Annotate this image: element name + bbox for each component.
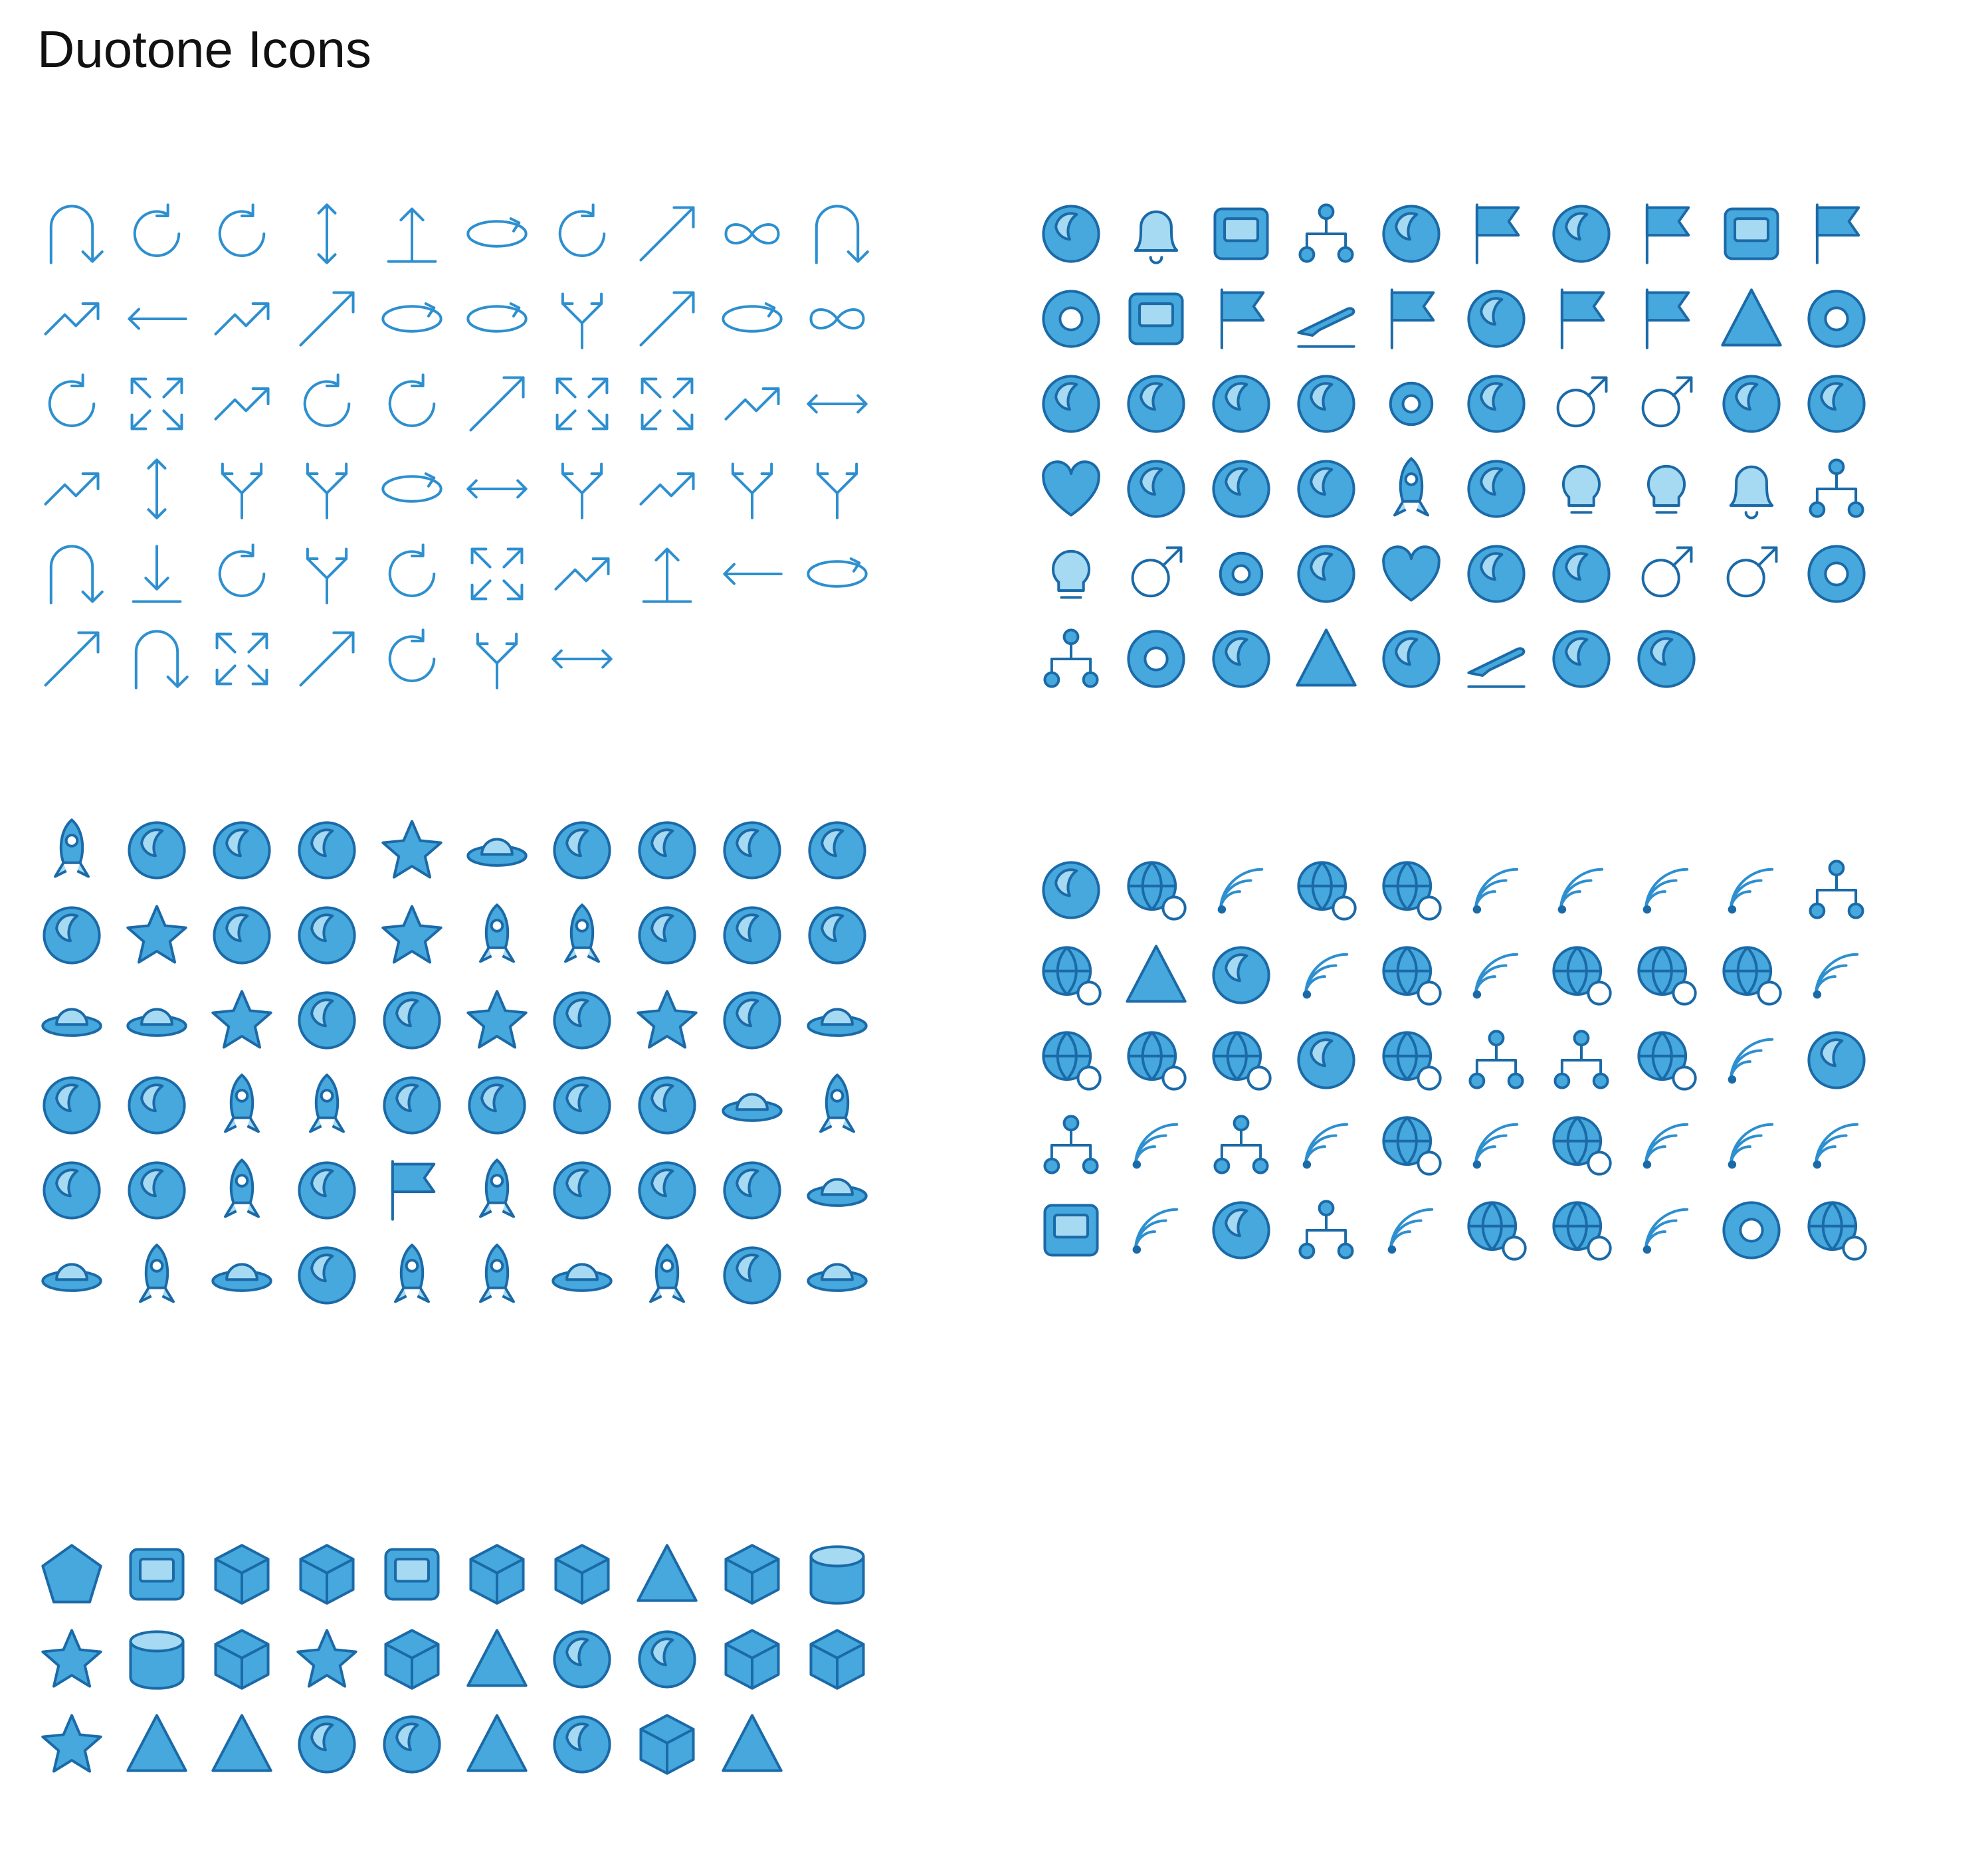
- ellipse-dash-arrow-icon: [377, 454, 447, 523]
- female-symbol-icon: [1122, 539, 1191, 608]
- wifi-warning-icon: [1462, 1111, 1531, 1180]
- rss-icon: [1122, 284, 1191, 353]
- wifi-shield-icon: [1802, 941, 1871, 1010]
- loop-right-icon: [207, 539, 276, 608]
- idea-icon: [1037, 539, 1106, 608]
- astronaut-suit-icon: [377, 1071, 447, 1140]
- planet-moon-icon: [122, 986, 191, 1055]
- monitor-wifi-icon: [1462, 856, 1531, 925]
- death-star-round-icon: [377, 901, 447, 970]
- signature-icon: [1207, 454, 1276, 523]
- starship-icon: [122, 901, 191, 970]
- network-folder-icon: [1802, 856, 1871, 925]
- tie-fighter-icon: [633, 816, 702, 885]
- orbit-cross-icon: [462, 284, 532, 353]
- cone-shapes-icon: [462, 1710, 532, 1779]
- globe-folder-icon: [1462, 1196, 1531, 1265]
- heart-pulse-icon: [1377, 539, 1446, 608]
- handheld-console-icon: [1207, 369, 1276, 438]
- abduction-icon: [292, 1241, 361, 1310]
- globe-shield-icon: [1377, 1111, 1446, 1180]
- star-prism-icon: [292, 1625, 361, 1694]
- geometric-shapes-icon: [547, 1710, 617, 1779]
- cylinder-flat-icon: [122, 1625, 191, 1694]
- ufo-icon: [37, 986, 106, 1055]
- orbit-arrows-icon: [462, 199, 532, 268]
- branch-right-icon: [547, 454, 617, 523]
- puzzle-icon: [1122, 454, 1191, 523]
- u-turn-down-icon: [803, 199, 872, 268]
- split-three-icon: [718, 454, 787, 523]
- fire-extinguisher-icon: [1462, 454, 1531, 523]
- satellite-dish-icon: [292, 901, 361, 970]
- wave-arrows-icon: [207, 369, 276, 438]
- observatory-icon: [803, 816, 872, 885]
- network-nodes-icon: [1037, 624, 1106, 694]
- pyramid-icon: [633, 1540, 702, 1609]
- bell-off-icon: [1122, 199, 1191, 268]
- repeat-icon: [377, 624, 447, 694]
- merge-up-icon: [547, 284, 617, 353]
- stars-icon: [462, 986, 532, 1055]
- fork-up-icon: [803, 454, 872, 523]
- star-3d-icon: [37, 1710, 106, 1779]
- redo-loop-icon: [377, 539, 447, 608]
- wifi-minus-icon: [1802, 1111, 1871, 1180]
- robot-droid-icon: [718, 816, 787, 885]
- gameboy-icon: [1717, 199, 1786, 268]
- horizontal-arrows-icon: [547, 624, 617, 694]
- venn-diagram-icon: [1547, 369, 1616, 438]
- r2d2-icon: [547, 986, 617, 1055]
- undo-circle-icon: [547, 199, 617, 268]
- merge-updown-icon: [292, 454, 361, 523]
- stormtrooper-icon: [377, 986, 447, 1055]
- dalek-icon: [292, 816, 361, 885]
- rotate-dots-icon: [377, 369, 447, 438]
- rounded-cube-icon: [633, 1710, 702, 1779]
- wifi-remove-icon: [1122, 1111, 1191, 1180]
- banner-flag-icon: [1632, 199, 1701, 268]
- first-aid-kit-icon: [1207, 199, 1276, 268]
- move-icon: [207, 624, 276, 694]
- astronaut-helmet-icon: [633, 901, 702, 970]
- flying-saucer-icon: [207, 1241, 276, 1310]
- planet-stripe-icon: [462, 816, 532, 885]
- crosshair-icon: [1802, 539, 1871, 608]
- capsule-icon: [1377, 454, 1446, 523]
- cylinder-icon: [803, 1540, 872, 1609]
- rocket-launch-icon: [462, 1156, 532, 1225]
- shuttle-launch-icon: [207, 1156, 276, 1225]
- team-icon: [1377, 199, 1446, 268]
- globe-settings-icon: [1717, 941, 1786, 1010]
- signal-bars-icon: [1292, 1111, 1361, 1180]
- icosahedron-icon: [718, 1540, 787, 1609]
- vertical-arrows-icon: [292, 199, 361, 268]
- network-icons-panel: [1037, 856, 1871, 1265]
- telescope-icon: [292, 1156, 361, 1225]
- pennant-flag-icon: [1802, 199, 1871, 268]
- cube-icon: [377, 1625, 447, 1694]
- connect-nodes-icon: [1462, 1026, 1531, 1095]
- astronaut-float-icon: [547, 816, 617, 885]
- refresh-icon: [207, 199, 276, 268]
- hexagon-icon: [718, 1625, 787, 1694]
- moon-icon: [122, 816, 191, 885]
- takeoff-icon: [1462, 624, 1531, 694]
- org-chart-icon: [1292, 199, 1361, 268]
- curve-up-right-icon: [292, 624, 361, 694]
- arrow-left-icon: [122, 284, 191, 353]
- download-icon: [122, 539, 191, 608]
- globe-search-icon: [1377, 856, 1446, 925]
- wifi-lock-icon: [1547, 856, 1616, 925]
- triangle-network-icon: [1122, 941, 1191, 1010]
- globe-icon: [1377, 1026, 1446, 1095]
- sphere-icon: [377, 1710, 447, 1779]
- diamond-icon: [1462, 369, 1531, 438]
- resize-diagonal-icon: [37, 624, 106, 694]
- male-symbol-icon: [1632, 369, 1701, 438]
- split-up-icon: [207, 454, 276, 523]
- space-icons-panel: [37, 816, 872, 1310]
- death-star-icon: [377, 816, 447, 885]
- hexagonal-prism-icon: [207, 1540, 276, 1609]
- gears-icon: [1207, 539, 1276, 608]
- laptop-wifi-icon: [1122, 1196, 1191, 1265]
- expand-icon: [122, 369, 191, 438]
- wifi-settings-icon: [1632, 1196, 1701, 1265]
- darth-vader-icon: [37, 1156, 106, 1225]
- comet-icon: [37, 816, 106, 885]
- paperclip-icon: [1037, 369, 1106, 438]
- broadcast-icon: [1632, 1111, 1701, 1180]
- moon-probe-icon: [122, 1156, 191, 1225]
- globe-add-icon: [1547, 941, 1616, 1010]
- landing-plane-icon: [1292, 284, 1361, 353]
- u-turn-icon: [122, 624, 191, 694]
- arrow-icons-panel: [37, 199, 872, 694]
- saucer-icon: [547, 1241, 617, 1310]
- ellipse-arrow-icon: [377, 284, 447, 353]
- fullscreen-icon: [462, 539, 532, 608]
- cube-wireframe-icon: [292, 1540, 361, 1609]
- globe-transfer-icon: [1547, 1196, 1616, 1265]
- rotate-y-icon: [37, 369, 106, 438]
- wifi-edit-icon: [1377, 1196, 1446, 1265]
- ethernet-cable-icon: [1037, 856, 1106, 925]
- gear-icon: [1377, 369, 1446, 438]
- home-icon: [1122, 369, 1191, 438]
- constellation-icon: [803, 901, 872, 970]
- spheres-icon: [547, 1625, 617, 1694]
- tree-network-icon: [1292, 1196, 1361, 1265]
- moon-flag-icon: [377, 1156, 447, 1225]
- trend-up-icon: [462, 369, 532, 438]
- tie-fighter-wide-icon: [37, 1071, 106, 1140]
- rounded-square-icon: [122, 1540, 191, 1609]
- globe-upload-icon: [1802, 1196, 1871, 1265]
- double-diagonal-arrows-icon: [633, 284, 702, 353]
- money-bag-icon: [1462, 284, 1531, 353]
- orbit-arrow-icon: [803, 539, 872, 608]
- paw-icon: [1547, 199, 1616, 268]
- page-title: Duotone Icons: [37, 20, 372, 78]
- shuffle-icon: [718, 369, 787, 438]
- globe-download-icon: [1037, 1026, 1106, 1095]
- pin-arrow-icon: [547, 539, 617, 608]
- router-icon: [1037, 1196, 1106, 1265]
- monitor-globe-icon: [1547, 1111, 1616, 1180]
- controller-icon: [1632, 624, 1701, 694]
- info-icon: [1037, 284, 1106, 353]
- circle-icon: [633, 1625, 702, 1694]
- speedometer-icon: [1717, 1196, 1786, 1265]
- globe-check-icon: [1207, 1026, 1276, 1095]
- bell-icon: [1717, 454, 1786, 523]
- converge-arrows-icon: [803, 369, 872, 438]
- alien-icon: [37, 901, 106, 970]
- flag-double-icon: [1377, 284, 1446, 353]
- ethernet-plug-icon: [1207, 941, 1276, 1010]
- return-right-icon: [37, 539, 106, 608]
- globe-remove-icon: [1292, 856, 1361, 925]
- light-bulb-outline-icon: [1632, 454, 1701, 523]
- mobile-globe-icon: [1122, 856, 1191, 925]
- merge-up-arrows-icon: [292, 539, 361, 608]
- bookmark-banner-icon: [1547, 284, 1616, 353]
- upload-icon: [377, 199, 447, 268]
- globe-warning-icon: [1122, 1026, 1191, 1095]
- gamepad-icon: [1037, 199, 1106, 268]
- planets-icon: [718, 1071, 787, 1140]
- cubes-icon: [207, 1625, 276, 1694]
- cut-line-icon: [1292, 539, 1361, 608]
- globe-network-icon: [1632, 941, 1701, 1010]
- transgender-icon: [1717, 539, 1786, 608]
- wifi-check-icon: [1462, 941, 1531, 1010]
- moon-crater-icon: [718, 1241, 787, 1310]
- fiber-optic-icon: [1207, 1196, 1276, 1265]
- lunar-lander-icon: [207, 816, 276, 885]
- ufo-landing-icon: [803, 1241, 872, 1310]
- meteor-icon: [207, 1071, 276, 1140]
- download-tray-icon: [1802, 1026, 1871, 1095]
- light-bulb-icon: [1547, 454, 1616, 523]
- globe-lock-icon: [1037, 941, 1106, 1010]
- rover-icon: [547, 1156, 617, 1225]
- sign-board-icon: [1377, 624, 1446, 694]
- ascending-arrows-icon: [207, 284, 276, 353]
- infinity-icon: [1802, 369, 1871, 438]
- space-helmet-icon: [122, 1071, 191, 1140]
- sputnik-icon: [462, 1241, 532, 1310]
- rotate-3d-icon: [122, 199, 191, 268]
- shooting-star-icon: [207, 986, 276, 1055]
- capsule-reentry-icon: [292, 1071, 361, 1140]
- hexagon-prism-icon: [547, 1540, 617, 1609]
- wifi-icon: [1717, 1111, 1786, 1180]
- graduation-cap-icon: [1547, 539, 1616, 608]
- collapse-center-icon: [547, 369, 617, 438]
- spiral-arrow-icon: [803, 284, 872, 353]
- space-shuttle-icon: [462, 901, 532, 970]
- sync-icon: [292, 369, 361, 438]
- dodecahedron-icon: [462, 1540, 532, 1609]
- satellite-icon: [547, 1071, 617, 1140]
- triangle-icon: [718, 1710, 787, 1779]
- parachute-capsule-icon: [122, 1241, 191, 1310]
- vinyl-disc-icon: [1802, 284, 1871, 353]
- wifi-add-icon: [1632, 856, 1701, 925]
- split-all-icon: [462, 624, 532, 694]
- gecko-icon: [1547, 624, 1616, 694]
- starfleet-badge-icon: [633, 986, 702, 1055]
- earth-icon: [718, 1156, 787, 1225]
- star-icon: [37, 1625, 106, 1694]
- arrow-up-icon: [633, 539, 702, 608]
- infinity-arrow-icon: [718, 199, 787, 268]
- robot-icon: [633, 1071, 702, 1140]
- ghost-alien-icon: [207, 901, 276, 970]
- paperclip-angled-icon: [1292, 369, 1361, 438]
- ufo-beam-icon: [803, 1156, 872, 1225]
- swap-horizontal-icon: [462, 454, 532, 523]
- oval-arrow-icon: [718, 284, 787, 353]
- saturn-icon: [37, 1241, 106, 1310]
- ray-gun-icon: [718, 986, 787, 1055]
- shape-icons-panel: [37, 1540, 872, 1779]
- flag-icon: [1462, 199, 1531, 268]
- square-icon: [377, 1540, 447, 1609]
- joystick-icon: [1292, 454, 1361, 523]
- flag-triangle-icon: [1632, 284, 1701, 353]
- graph-line-icon: [1547, 1026, 1616, 1095]
- turn-down-right-icon: [37, 454, 106, 523]
- crescent-moon-icon: [718, 901, 787, 970]
- rocket-badge-icon: [547, 901, 617, 970]
- globe-edit-icon: [1632, 1026, 1701, 1095]
- upload-tray-icon: [1292, 1026, 1361, 1095]
- cone-icon: [462, 1625, 532, 1694]
- general-icons-panel: [1037, 199, 1871, 694]
- lifebuoy-icon: [1122, 624, 1191, 694]
- wifi-search-icon: [1207, 856, 1276, 925]
- asteroid-icon: [633, 1241, 702, 1310]
- solar-orbit-icon: [803, 986, 872, 1055]
- gender-icon: [1632, 539, 1701, 608]
- return-arrow-icon: [37, 199, 106, 268]
- igloo-icon: [1717, 369, 1786, 438]
- ellipse-icon: [292, 1710, 361, 1779]
- up-down-arrows-icon: [122, 454, 191, 523]
- mobile-wifi-icon: [1717, 1026, 1786, 1095]
- node-chain-icon: [1037, 1111, 1106, 1180]
- rocket-icon: [803, 1071, 872, 1140]
- cone-solid-icon: [122, 1710, 191, 1779]
- curve-arrow-icon: [633, 454, 702, 523]
- flag-square-icon: [1207, 284, 1276, 353]
- antenna-icon: [1717, 856, 1786, 925]
- set-square-icon: [1292, 624, 1361, 694]
- arrow-up-right-icon: [633, 199, 702, 268]
- space-capsule-icon: [377, 1241, 447, 1310]
- jupiter-icon: [633, 1156, 702, 1225]
- heartbeat-icon: [1037, 454, 1106, 523]
- shrink-diagonal-icon: [292, 284, 361, 353]
- cutlery-icon: [1462, 539, 1531, 608]
- solar-system-icon: [462, 1071, 532, 1140]
- cube-cutaway-icon: [803, 1625, 872, 1694]
- moons-icon: [292, 986, 361, 1055]
- compress-icon: [633, 369, 702, 438]
- rotate-left-icon: [718, 539, 787, 608]
- multiple-up-arrows-icon: [37, 284, 106, 353]
- flowchart-icon: [1802, 454, 1871, 523]
- filter-icon: [1207, 624, 1276, 694]
- network-hierarchy-icon: [1207, 1111, 1276, 1180]
- pentagon-icon: [37, 1540, 106, 1609]
- globe-minus-icon: [1377, 941, 1446, 1010]
- warning-icon: [1717, 284, 1786, 353]
- wifi-signal-icon: [1292, 941, 1361, 1010]
- tetrahedron-icon: [207, 1710, 276, 1779]
